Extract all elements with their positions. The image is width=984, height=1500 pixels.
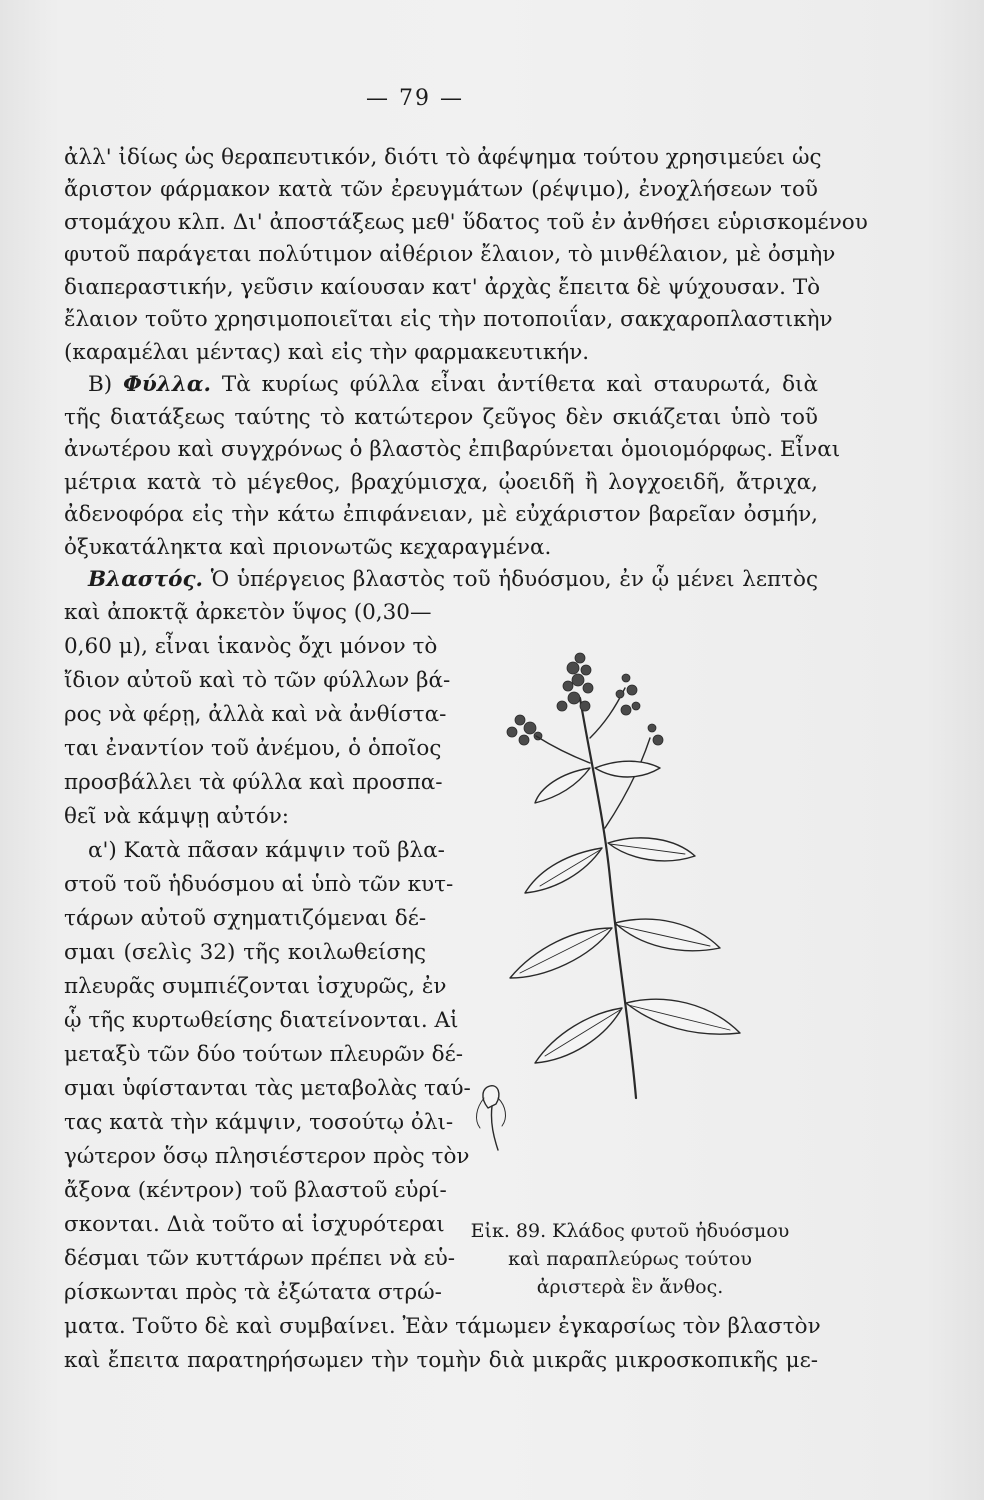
figure-caption-line: Εἰκ. 89. Κλάδος φυτοῦ ἡδυόσμου xyxy=(470,1220,790,1242)
text-line: ρίσκωνται πρὸς τὰ ἐξώτατα στρώ- xyxy=(64,1280,442,1305)
section-heading-stem xyxy=(88,565,818,595)
text-line: (καραμέλαι μέντας) καὶ εἰς τὴν φαρμακευτικήν. xyxy=(64,340,590,365)
text-line: ἄξονα (κέντρον) τοῦ βλαστοῦ εὑρί- xyxy=(64,1178,447,1203)
figure-caption-line: καὶ παραπλεύρως τούτου xyxy=(508,1248,752,1270)
text-line: φυτοῦ παράγεται πολύτιμον αἰθέριον ἔλαιον, τὸ μινθέλαιον, μὲ ὀσμὴν xyxy=(64,242,836,267)
text-line: ἀδενοφόρα εἰς τὴν κάτω ἐπιφάνειαν, μὲ εὐχάριστον βαρεῖαν ὀσμήν, xyxy=(64,502,818,527)
section-text: Τὰ κυρίως φύλλα εἶναι ἀντίθετα καὶ σταυρωτά, διὰ xyxy=(221,372,818,397)
text-line: γώτερον ὅσῳ πλησιέστερον πρὸς τὸν xyxy=(64,1144,470,1169)
page-number: — 79 — xyxy=(366,86,464,111)
text-line: σκονται. Διὰ τοῦτο αἱ ἰσχυρότεραι xyxy=(64,1212,445,1237)
text-line: σμαι (σελὶς 32) τῆς κοιλωθείσης xyxy=(64,940,426,965)
text-line: μέτρια κατὰ τὸ μέγεθος, βραχύμισχα, ᾠοειδῆ ἢ λογχοειδῆ, ἄτριχα, xyxy=(64,470,818,495)
text-line: ἴδιον αὐτοῦ καὶ τὸ τῶν φύλλων βά- xyxy=(64,668,451,693)
text-line: στοῦ τοῦ ἡδυόσμου αἱ ὑπὸ τῶν κυτ- xyxy=(64,872,454,897)
text-line: σμαι ὑφίστανται τὰς μεταβολὰς ταύ- xyxy=(64,1076,471,1101)
section-title: Βλαστός. xyxy=(88,567,204,592)
section-heading-leaves xyxy=(88,370,818,400)
figure-caption-line: ἀριστερὰ ἓν ἄνθος. xyxy=(536,1276,724,1298)
text-line: στομάχου κλπ. Δι' ἀποστάξεως μεθ' ὕδατος τοῦ ἐν ἀνθήσει εὑρισκομένου xyxy=(64,210,868,235)
text-line: ται ἐναντίον τοῦ ἀνέμου, ὁ ὁποῖος xyxy=(64,736,442,761)
text-line: καὶ ἀποκτᾷ ἀρκετὸν ὕψος (0,30— xyxy=(64,600,432,625)
text-line: α') Κατὰ πᾶσαν κάμψιν τοῦ βλα- xyxy=(88,838,445,863)
text-line: προσβάλλει τὰ φύλλα καὶ προσπα- xyxy=(64,770,443,795)
text-line: μεταξὺ τῶν δύο τούτων πλευρῶν δέ- xyxy=(64,1042,464,1067)
text-line: δέσμαι τῶν κυττάρων πρέπει νὰ εὑ- xyxy=(64,1246,456,1271)
section-text: Ὁ ὑπέργειος βλαστὸς τοῦ ἡδυόσμου, ἐν ᾧ μένει λεπτὸς xyxy=(210,567,818,592)
text-line: καὶ ἔπειτα παρατηρήσωμεν τὴν τομὴν διὰ μικρᾶς μικροσκοπικῆς με- xyxy=(64,1348,818,1373)
text-line: ματα. Τοῦτο δὲ καὶ συμβαίνει. Ἐὰν τάμωμεν ἐγκαρσίως τὸν βλαστὸν xyxy=(64,1314,821,1339)
mint-plant-illustration xyxy=(440,628,820,1218)
text-line: 0,60 μ), εἶναι ἱκανὸς ὄχι μόνον τὸ xyxy=(64,634,438,659)
text-line: ὀξυκατάληκτα καὶ πριονωτῶς κεχαραγμένα. xyxy=(64,535,552,560)
section-label: Β) xyxy=(88,372,113,397)
text-line: ἔλαιον τοῦτο χρησιμοποιεῖται εἰς τὴν ποτοποιΐαν, σακχαροπλαστικὴν xyxy=(64,307,833,332)
text-line: διαπεραστικήν, γεῦσιν καίουσαν κατ' ἀρχὰς ἔπειτα δὲ ψύχουσαν. Τὸ xyxy=(64,275,821,300)
text-line: ἄριστον φάρμακον κατὰ τῶν ἐρευγμάτων (ρέψιμο), ἐνοχλήσεων τοῦ xyxy=(64,177,818,202)
text-line: τῆς διατάξεως ταύτης τὸ κατώτερον ζεῦγος δὲν σκιάζεται ὑπὸ τοῦ xyxy=(64,405,818,430)
text-line: πλευρᾶς συμπιέζονται ἰσχυρῶς, ἐν xyxy=(64,974,447,999)
text-line: ᾧ τῆς κυρτωθείσης διατείνονται. Αἱ xyxy=(64,1008,459,1033)
section-title: Φύλλα. xyxy=(123,372,211,397)
text-line: θεῖ νὰ κάμψῃ αὐτόν: xyxy=(64,804,290,829)
text-line: τάρων αὐτοῦ σχηματιζόμεναι δέ- xyxy=(64,906,427,931)
text-line: ἀλλ' ἰδίως ὡς θεραπευτικόν, διότι τὸ ἀφέψημα τούτου χρησιμεύει ὡς xyxy=(64,145,822,170)
text-line: τας κατὰ τὴν κάμψιν, τοσούτῳ ὀλι- xyxy=(64,1110,454,1135)
text-line: ρος νὰ φέρῃ, ἀλλὰ καὶ νὰ ἀνθίστα- xyxy=(64,702,447,727)
text-line: ἀνωτέρου καὶ συγχρόνως ὁ βλαστὸς ἐπιβαρύνεται ὁμοιομόρφως. Εἶναι xyxy=(64,437,841,462)
